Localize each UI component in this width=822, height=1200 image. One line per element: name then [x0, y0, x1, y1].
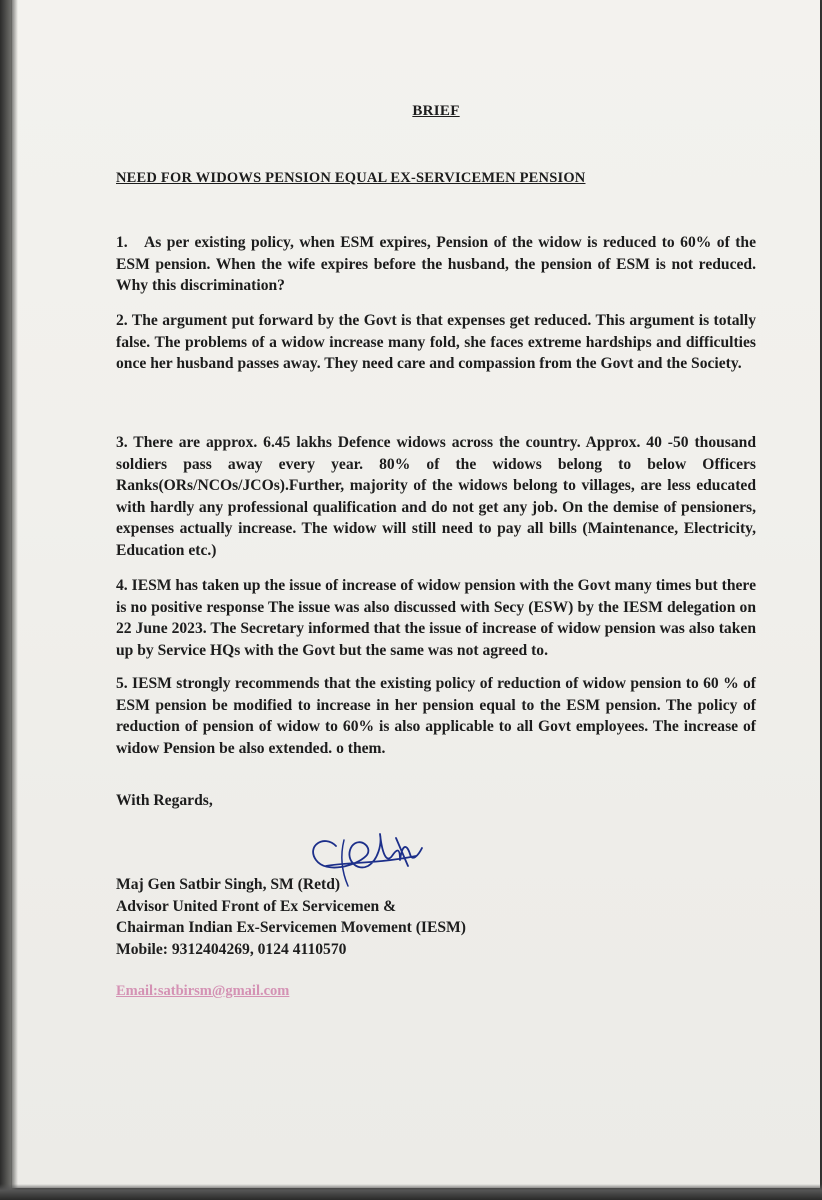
document-title: BRIEF: [412, 103, 460, 119]
closing-regards: With Regards,: [116, 792, 213, 809]
signatory-name: Maj Gen Satbir Singh, SM (Retd): [116, 876, 341, 893]
paragraph-3: 3. There are approx. 6.45 lakhs Defence widows across the country. Approx. 40 -50 thousand soldiers pass away every year. 80% of the widows belong to below Officers Ranks(ORs/NCOs/JCOs).Further, majority of the widows belong to villages, are less educated with hardly any professional qualification and do not get any job. On the demise of pensioners, expenses actually increase. The widow will still need to pay all bills (Maintenance, Electricity, Education etc.): [116, 434, 756, 559]
signatory-role-advisor: Advisor United Front of Ex Servicemen &: [116, 897, 397, 915]
signature-block: [116, 874, 466, 960]
photo-edge-shadow-bottom: [0, 1184, 822, 1200]
paragraph-5: 5. IESM strongly recommends that the existing policy of reduction of widow pension to 60 % of ESM pension be modified to increase in her pension equal to the ESM pension. The policy of reduction of pension of widow to 60% is also applicable to all Govt employees. The increase of widow Pension be also extended. o them.: [116, 675, 756, 757]
paragraph-1: 1. As per existing policy, when ESM expires, Pension of the widow is reduced to 60% of the ESM pension. When the wife expires before the husband, the pension of ESM is not reduced. Why this discrimination?: [116, 234, 756, 294]
paragraph-2: 2. The argument put forward by the Govt is that expenses get reduced. This argument is totally false. The problems of a widow increase many fold, she faces extreme hardships and difficulties once her husband passes away. They need care and compassion from the Govt and the Society.: [116, 312, 756, 372]
document-subtitle: NEED FOR WIDOWS PENSION EQUAL EX-SERVICEMEN PENSION: [116, 170, 586, 186]
paragraph-4: 4. IESM has taken up the issue of increase of widow pension with the Govt many times but there is no positive response The issue was also discussed with Secy (ESW) by the IESM delegation on 22 June 2023. The Secretary informed that the issue of increase of widow pension was also taken up by Service HQs with the Govt but the same was not agreed to.: [116, 577, 756, 659]
signatory-email: Email:satbirsm@gmail.com: [116, 983, 290, 999]
document-page: [12, 0, 820, 1188]
signatory-mobile: Mobile: 9312404269, 0124 4110570: [116, 940, 347, 958]
signatory-role-chairman: Chairman Indian Ex-Servicemen Movement (IESM): [116, 919, 466, 936]
photo-edge-shadow-left: [0, 0, 18, 1200]
